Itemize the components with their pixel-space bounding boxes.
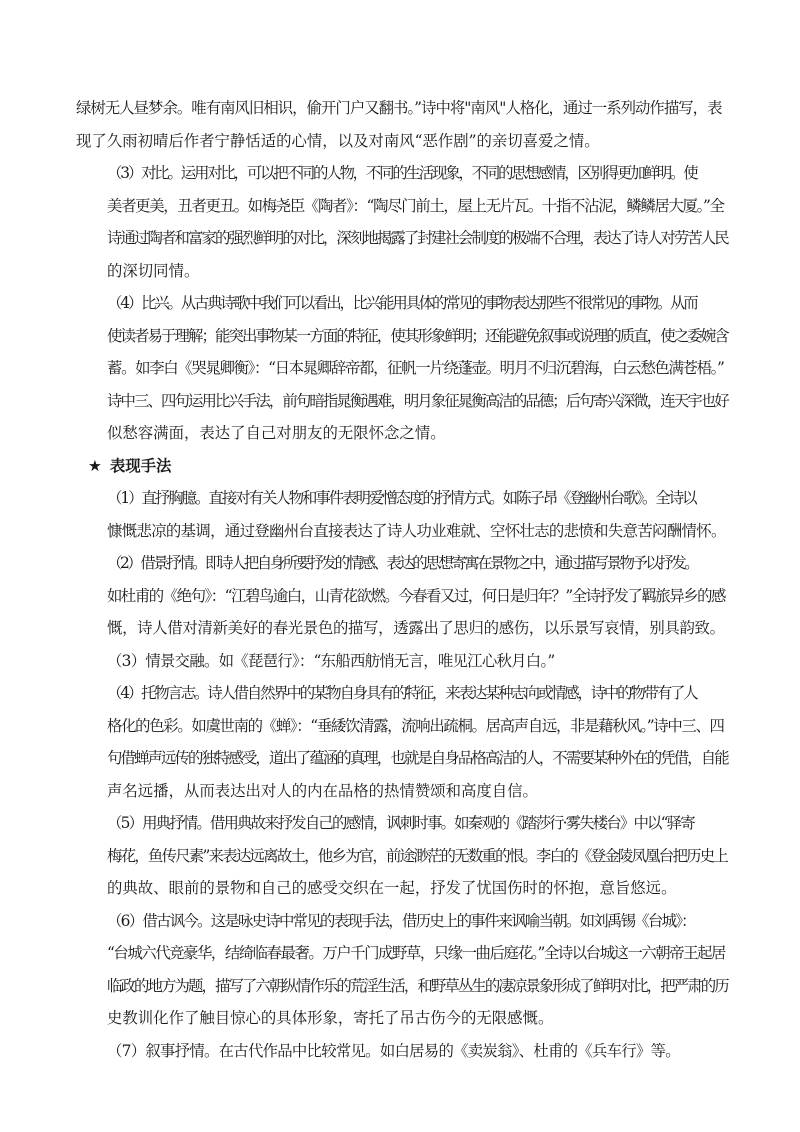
paragraph-allusion [76,807,728,905]
text-line: （4）托物言志。诗人借自然界中的某物自身具有的特征，来表达某种志向或情感，诗中的物带有了人 [107,684,697,702]
text-line: （6）借古讽今。这是咏史诗中常见的表现手法，借历史上的事件来讽喻当朝。如刘禹锡《台城》： [107,911,695,930]
paragraph-object-aspiration [76,677,728,807]
text-line: 诗通过陶者和富家的强烈鲜明的对比，深刻地揭露了封建社会制度的极端不合理，表达了诗人对劳苦人民 [107,229,728,247]
paragraph-scene-blend [76,645,724,678]
paragraph-narrative [76,1035,724,1068]
section-heading [76,450,724,483]
text-line: 使读者易于理解；能突出事物某一方面的特征，使其形象鲜明；还能避免叙事或说理的质直，使之委婉含 [107,326,728,345]
text-line: （3）情景交融。如《琵琶行》：“东船西舫悄无言，唯见江心秋月白。” [107,651,555,670]
text-line: 诗中三、四句运用比兴手法，前句暗指晁衡遇难，明月象征晁衡高洁的品德；后句寄兴深微，连天宇也好 [107,391,728,410]
paragraph-direct-expression [76,482,724,547]
text-line: （5）用典抒情。借用典故来抒发自己的感情，讽刺时事。如秦观的《踏莎行·雾失楼台》中以“驿寄 [107,814,694,832]
text-line: （7）叙事抒情。在古代作品中比较常见。如白居易的《卖炭翁》、杜甫的《兵车行》等。 [107,1041,680,1060]
text-line: 慷慨悲凉的基调，通过登幽州台直接表达了诗人功业难就、空怀壮志的悲愤和失意苦闷酬情怀。 [107,521,726,540]
paragraph-past-satire [76,905,728,1035]
text-line: 的典故、眼前的景物和自己的感受交织在一起，抒发了忧国伤时的怀抱，意旨悠远。 [107,879,677,897]
section-heading-title: 表现手法 [109,456,172,475]
text-line: 慨，诗人借对清新美好的春光景色的描写，透露出了思归的感伤，以乐景写哀情，别具韵致。 [107,619,725,637]
text-line: 史教训化作了触目惊心的具体形象，寄托了吊古伤今的无限感慨。 [107,1009,554,1027]
paragraph-scene-emotion [76,547,724,645]
text-line: 如杜甫的《绝句》：“江碧鸟逾白，山青花欲燃。今春看又过，何日是归年？”全诗抒发了羁旅异乡的感 [107,586,725,605]
document-body [76,92,728,1067]
text-line: 句借蝉声远传的独特感受，道出了蕴涵的真理，也就是自身品格高洁的人，不需要某种外在的凭借，自能 [107,749,728,767]
text-line: （2）借景抒情。即诗人把自身所要抒发的情感、表达的思想寄寓在景物之中，通过描写景物予以抒发。 [107,554,698,572]
text-line: 格化的色彩。如虞世南的《蝉》：“垂緌饮清露，流响出疏桐。居高声自远，非是藉秋风。”诗中三、四 [107,716,724,735]
text-line: 似愁容满面，表达了自己对朋友的无限怀念之情。 [107,424,446,442]
text-line: “台城六代竞豪华，结绮临春最奢。万户千门成野草，只缘一曲后庭花。”全诗以台城这一六朝帝王起居 [107,944,725,962]
paragraph-bixing [76,287,728,450]
text-line: 的深切同情。 [107,261,200,280]
text-line: 绿树无人昼梦余。唯有南风旧相识，偷开门户又翻书。”诗中将"南风"人格化，通过一系列动作描写，表 [76,99,722,117]
paragraph-continuation [76,92,724,157]
text-line: 梅花，鱼传尺素”来表达远离故土，他乡为官，前途渺茫的无数重的恨。李白的《登金陵凤凰台把历史上 [107,846,728,865]
paragraph-contrast [76,157,728,287]
text-line: （1）直抒胸臆。直接对有关人物和事件表明爱憎态度的抒情方式。如陈子昂《登幽州台歌》。全诗以 [107,489,696,507]
text-line: （3）对比。运用对比，可以把不同的人物，不同的生活现象，不同的思想感情，区别得更加鲜明。使 [107,164,697,182]
text-line: 声名远播，从而表达出对人的内在品格的热情赞颂和高度自信。 [107,781,538,800]
text-line: 现了久雨初晴后作者宁静恬适的心情，以及对南风“恶作剧”的亲切喜爱之情。 [76,131,600,150]
text-line: 临政的地方为题，描写了六朝纵情作乐的荒淫生活，和野草丛生的凄凉景象形成了鲜明对比，把严肃的历 [107,976,728,995]
text-line: 蓄。如李白《哭晁卿衡》：“日本晁卿辞帝都，征帆一片绕蓬壶。明月不归沉碧海，白云愁色满苍梧。” [107,359,724,377]
star-icon: ★ [88,456,102,475]
text-line: （4）比兴。从古典诗歌中我们可以看出，比兴能用具体的常见的事物表达那些不很常见的事物。从而 [107,294,697,312]
text-line: 美者更美，丑者更丑。如梅尧臣《陶者》：“陶尽门前土，屋上无片瓦。十指不沾泥，鳞鳞居大厦。”全 [107,196,724,215]
